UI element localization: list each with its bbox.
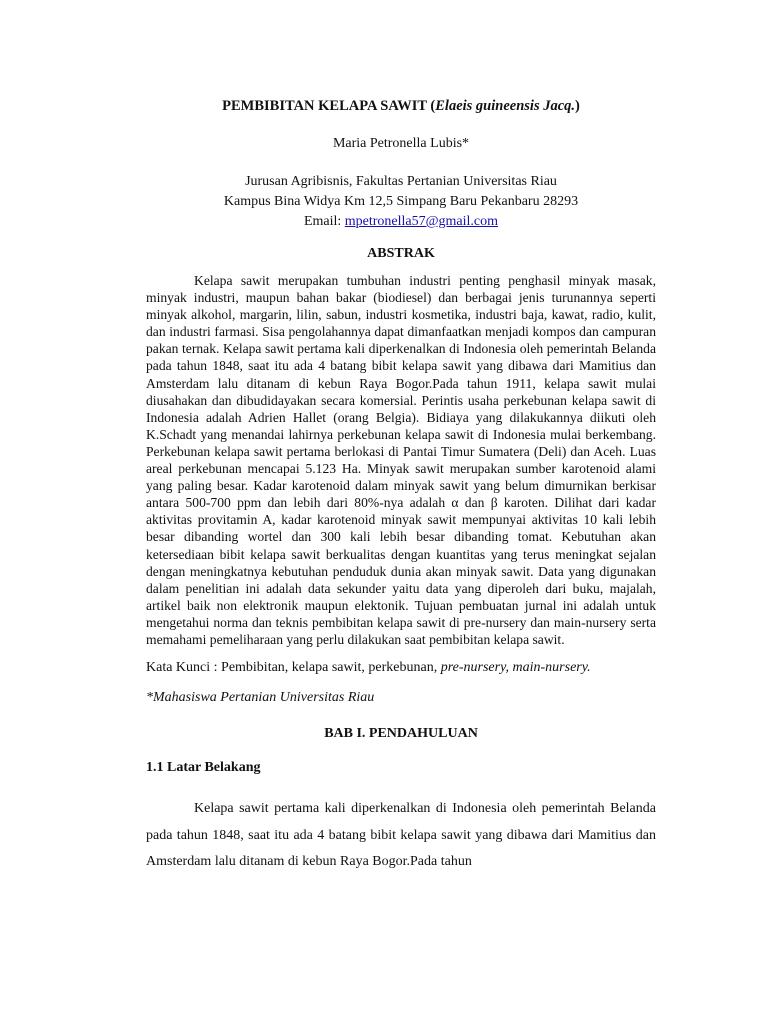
abstract-paragraph: Kelapa sawit merupakan tumbuhan industri penting penghasil minyak masak, minyak industri, maupun bahan bakar (biodiesel) dan berbagai jenis turunannya seperti minyak alkohol, margarin, lilin, sabun, industri kosmetika, industri baja, kawat, radio, kulit, dan industri farmasi. Sisa pengolahannya dapat dimanfaatkan menjadi kompos dan campuran pakan ternak. Kelapa sawit pertama kali diperkenalkan di Indonesia oleh pemerintah Belanda pada tahun 1848, saat itu ada 4 batang bibit kelapa sawit yang dibawa dari Mamitius dan Amsterdam lalu ditanam di kebun Raya Bogor.Pada tahun 1911, kelapa sawit mulai diusahakan dan dibudidayakan secara komersial. Perintis usaha perkebunan kelapa sawit di Indonesia adalah Adrien Hallet (orang Belgia). Bidiaya yang dilakukannya diikuti oleh K.Schadt yang menandai lahirnya perkebunan kelapa sawit di Indonesia mulai berkembang. Perkebunan kelapa sawit pertama berlokasi di Pantai Timur Sumatera (Deli) dan Aceh. Luas areal perkebunan mencapai 5.123 Ha. Minyak sawit merupakan sumber karotenoid alami yang paling besar. Kadar karotenoid dalam minyak sawit yang belum dimurnikan berkisar antara 500-700 ppm dan lebih dari 80%-nya adalah α dan β karoten. Dilihat dari kadar aktivitas provitamin A, kadar karotenoid minyak sawit mempunyai aktivitas 10 kali lebih besar dibanding wortel dan 300 kali lebih besar dibanding tomat. Kebutuhan akan ketersediaan bibit kelapa sawit berkualitas dengan kuantitas yang terus meningkat sejalan dengan meningkatnya kebutuhan penduduk dunia akan minyak sawit. Data yang digunakan dalam penelitian ini adalah data sekunder yaitu data yang diperoleh dari buku, majalah, artikel baik non elektronik maupun elektonik. Tujuan pembuatan jurnal ini adalah untuk mengetahui norma dan teknis pembibitan kelapa sawit di pre-nursery dan main-nursery serta memahami pemeliharaan yang perlu dilakukan saat pembibitan kelapa sawit. (146, 273, 656, 647)
title-close-paren: ) (575, 98, 580, 114)
abstract-heading: ABSTRAK (367, 246, 435, 261)
keywords-line (146, 658, 656, 678)
email-line (146, 212, 656, 232)
affiliation-line-2: Kampus Bina Widya Km 12,5 Simpang Baru Pekanbaru 28293 (223, 194, 579, 209)
title-main-text: PEMBIBITAN KELAPA SAWIT ( (222, 98, 436, 114)
title-scientific-name: Elaeis guineensis Jacq. (435, 98, 576, 114)
body-paragraph: Kelapa sawit pertama kali diperkenalkan di Indonesia oleh pemerintah Belanda pada tahun 1848, saat itu ada 4 batang bibit kelapa sawit yang dibawa dari Mamitius dan Amsterdam lalu ditanam di kebun Raya Bogor.Pada tahun (146, 801, 656, 870)
section-heading: 1.1 Latar Belakang (146, 760, 261, 776)
keywords-italic: pre-nursery, main-nursery. (440, 660, 591, 676)
email-label: Email: (303, 214, 345, 229)
email-link[interactable]: mpetronella57@gmail.com (344, 214, 499, 229)
author-footnote: *Mahasiswa Pertanian Universitas Riau (146, 690, 375, 706)
keywords-label: Kata Kunci : Pembibitan, kelapa sawit, perkebunan, (146, 660, 441, 676)
affiliation-line-1: Jurusan Agribisnis, Fakultas Pertanian Universitas Riau (245, 174, 557, 189)
paper-title (146, 96, 656, 116)
author-name: Maria Petronella Lubis* (332, 136, 470, 151)
chapter-heading: BAB I. PENDAHULUAN (324, 726, 478, 742)
